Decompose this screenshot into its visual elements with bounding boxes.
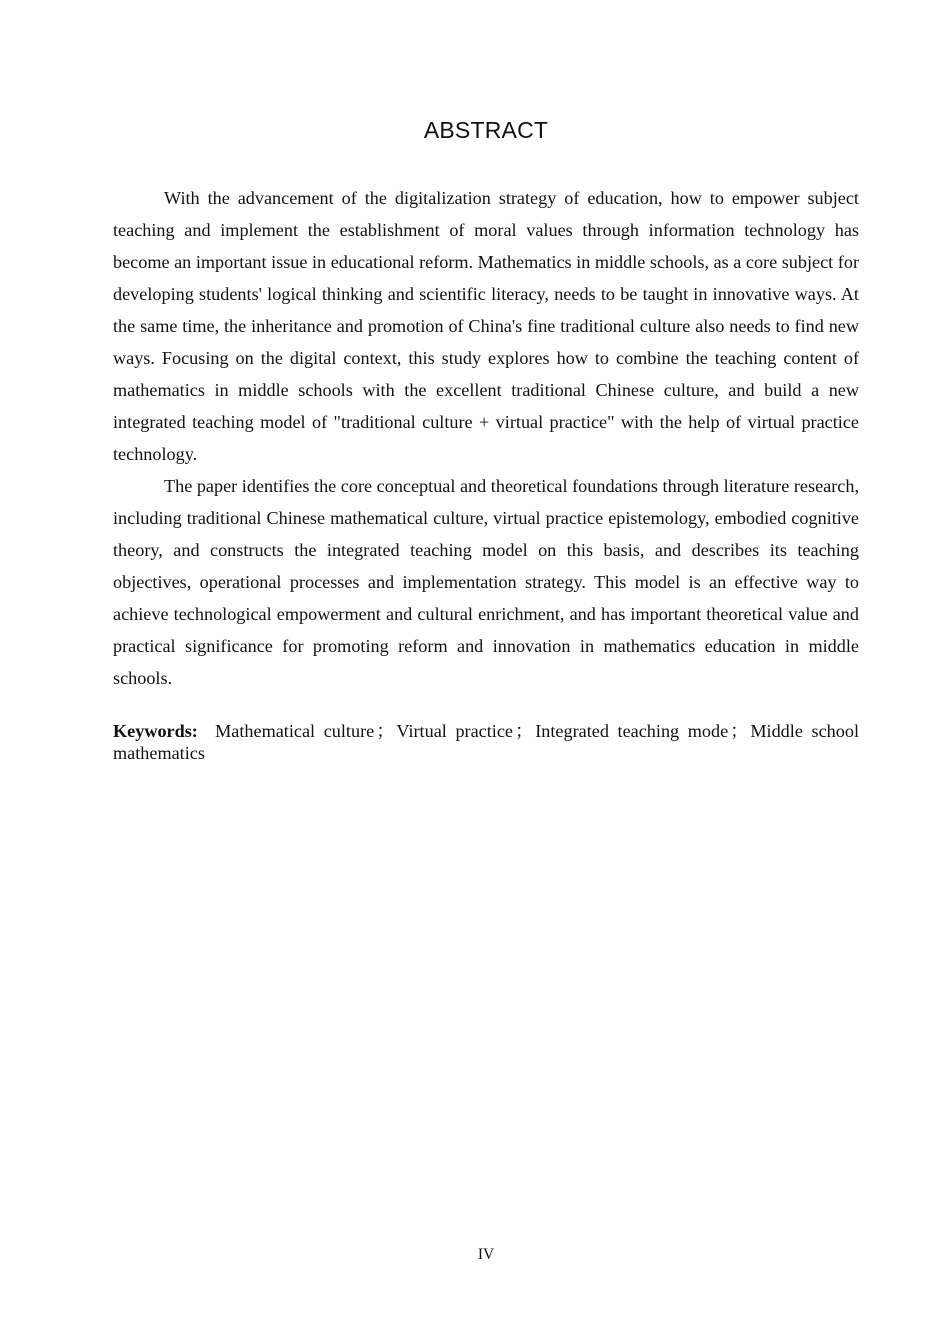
keyword-item: Middle school mathematics	[113, 721, 859, 763]
abstract-paragraph-2: The paper identifies the core conceptual and theoretical foundations through literature research, including traditional Chinese mathematical culture, virtual practice epistemology, embodied cognitive theory, and constructs the integrated teaching model on this basis, and describes its teaching objectives, operational processes and implementation strategy. This model is an effective way to achieve technological empowerment and cultural enrichment, and has important theoretical value and practical significance for promoting reform and innovation in mathematics education in middle schools.	[113, 476, 859, 688]
keyword-separator: ；	[730, 721, 749, 741]
page-number: IV	[477, 1246, 495, 1263]
keyword-separator: ；	[515, 721, 534, 741]
keywords-section	[113, 720, 859, 764]
keyword-item: Integrated teaching mode	[535, 721, 729, 741]
abstract-title: ABSTRACT	[423, 117, 549, 143]
keyword-item: Virtual practice	[396, 721, 513, 741]
keyword-separator: ；	[376, 721, 395, 741]
abstract-paragraph-1: With the advancement of the digitalization strategy of education, how to empower subject teaching and implement the establishment of moral values through information technology has become an important issue in educational reform. Mathematics in middle schools, as a core subject for developing students' logical thinking and scientific literacy, needs to be taught in innovative ways. At the same time, the inheritance and promotion of China's fine traditional culture also needs to find new ways. Focusing on the digital context, this study explores how to combine the teaching content of mathematics in middle schools with the excellent traditional Chinese culture, and build a new integrated teaching model of "traditional culture + virtual practice" with the help of virtual practice technology.	[113, 188, 859, 464]
abstract-body	[113, 182, 859, 694]
keywords-label: Keywords:	[113, 721, 198, 741]
keyword-item: Mathematical culture	[215, 721, 375, 741]
